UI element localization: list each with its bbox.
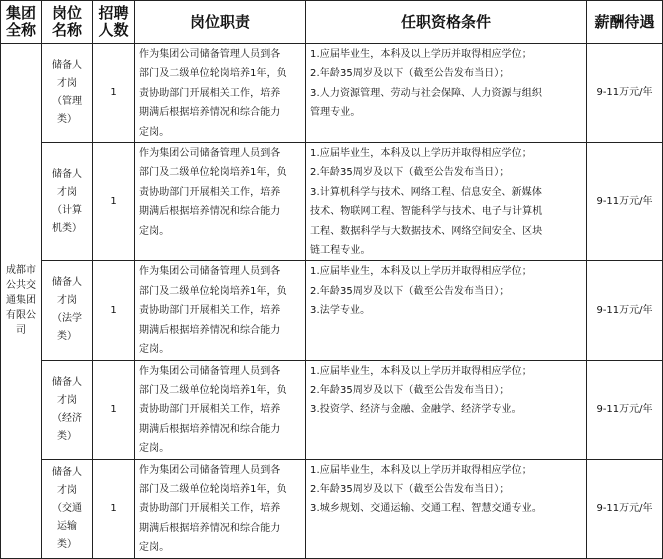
duty-cell: 作为集团公司储备管理人员到各 部门及二级单位轮岗培养1年，负 责协助部门开展相关工作，培养 期满后根据培养情况和综合能力 定岗。 [135,261,306,360]
duty-cell: 作为集团公司储备管理人员到各 部门及二级单位轮岗培养1年，负 责协助部门开展相关工作，培养 期满后根据培养情况和综合能力 定岗。 [135,360,306,459]
header-position: 岗位 名称 [42,1,93,44]
requirements-cell: 1.应届毕业生，本科及以上学历并取得相应学位； 2.年龄35周岁及以下（截至公告发布当日）； 3.城乡规划、交通运输、交通工程、智慧交通专业。 [306,459,587,558]
salary-cell: 9-11万元/年 [587,261,663,360]
requirements-cell: 1.应届毕业生，本科及以上学历并取得相应学位； 2.年龄35周岁及以下（截至公告发布当日）； 3.法学专业。 [306,261,587,360]
position-cell: 储备人 才岗 （交通 运输 类） [42,459,93,558]
requirements-cell: 1.应届毕业生，本科及以上学历并取得相应学位； 2.年龄35周岁及以下（截至公告发布当日）； 3.计算机科学与技术、网络工程、信息安全、新媒体 技术、物联网工程、智能科学与技术、电子与计算机 工程、数据科学与大数据技术、网络空间安全、区块 链工程专业。 [306,143,587,261]
count-cell: 1 [93,360,135,459]
group-name-cell: 成都市 公共交 通集团 有限公 司 [1,44,42,559]
table-row [1,261,663,360]
position-cell: 储备人 才岗 （法学 类） [42,261,93,360]
header-group: 集团 全称 [1,1,42,44]
header-row [1,1,663,44]
position-cell: 储备人 才岗 （管理 类） [42,44,93,143]
duty-cell: 作为集团公司储备管理人员到各 部门及二级单位轮岗培养1年，负 责协助部门开展相关工作，培养 期满后根据培养情况和综合能力 定岗。 [135,143,306,261]
salary-cell: 9-11万元/年 [587,459,663,558]
salary-cell: 9-11万元/年 [587,143,663,261]
table-row [1,360,663,459]
header-salary: 薪酬待遇 [587,1,663,44]
salary-cell: 9-11万元/年 [587,44,663,143]
header-duty: 岗位职责 [135,1,306,44]
requirements-cell: 1.应届毕业生，本科及以上学历并取得相应学位； 2.年龄35周岁及以下（截至公告发布当日）； 3.投资学、经济与金融、金融学、经济学专业。 [306,360,587,459]
header-requirements: 任职资格条件 [306,1,587,44]
requirements-cell: 1.应届毕业生，本科及以上学历并取得相应学位； 2.年龄35周岁及以下（截至公告发布当日）； 3.人力资源管理、劳动与社会保障、人力资源与组织 管理专业。 [306,44,587,143]
position-cell: 储备人 才岗 （经济 类） [42,360,93,459]
header-count: 招聘 人数 [93,1,135,44]
count-cell: 1 [93,143,135,261]
duty-cell: 作为集团公司储备管理人员到各 部门及二级单位轮岗培养1年，负 责协助部门开展相关工作，培养 期满后根据培养情况和综合能力 定岗。 [135,459,306,558]
duty-cell: 作为集团公司储备管理人员到各 部门及二级单位轮岗培养1年，负 责协助部门开展相关工作，培养 期满后根据培养情况和综合能力 定岗。 [135,44,306,143]
table-row [1,44,663,143]
count-cell: 1 [93,459,135,558]
count-cell: 1 [93,261,135,360]
table-row [1,459,663,558]
count-cell: 1 [93,44,135,143]
salary-cell: 9-11万元/年 [587,360,663,459]
position-cell: 储备人 才岗 （计算 机类） [42,143,93,261]
table-row [1,143,663,261]
